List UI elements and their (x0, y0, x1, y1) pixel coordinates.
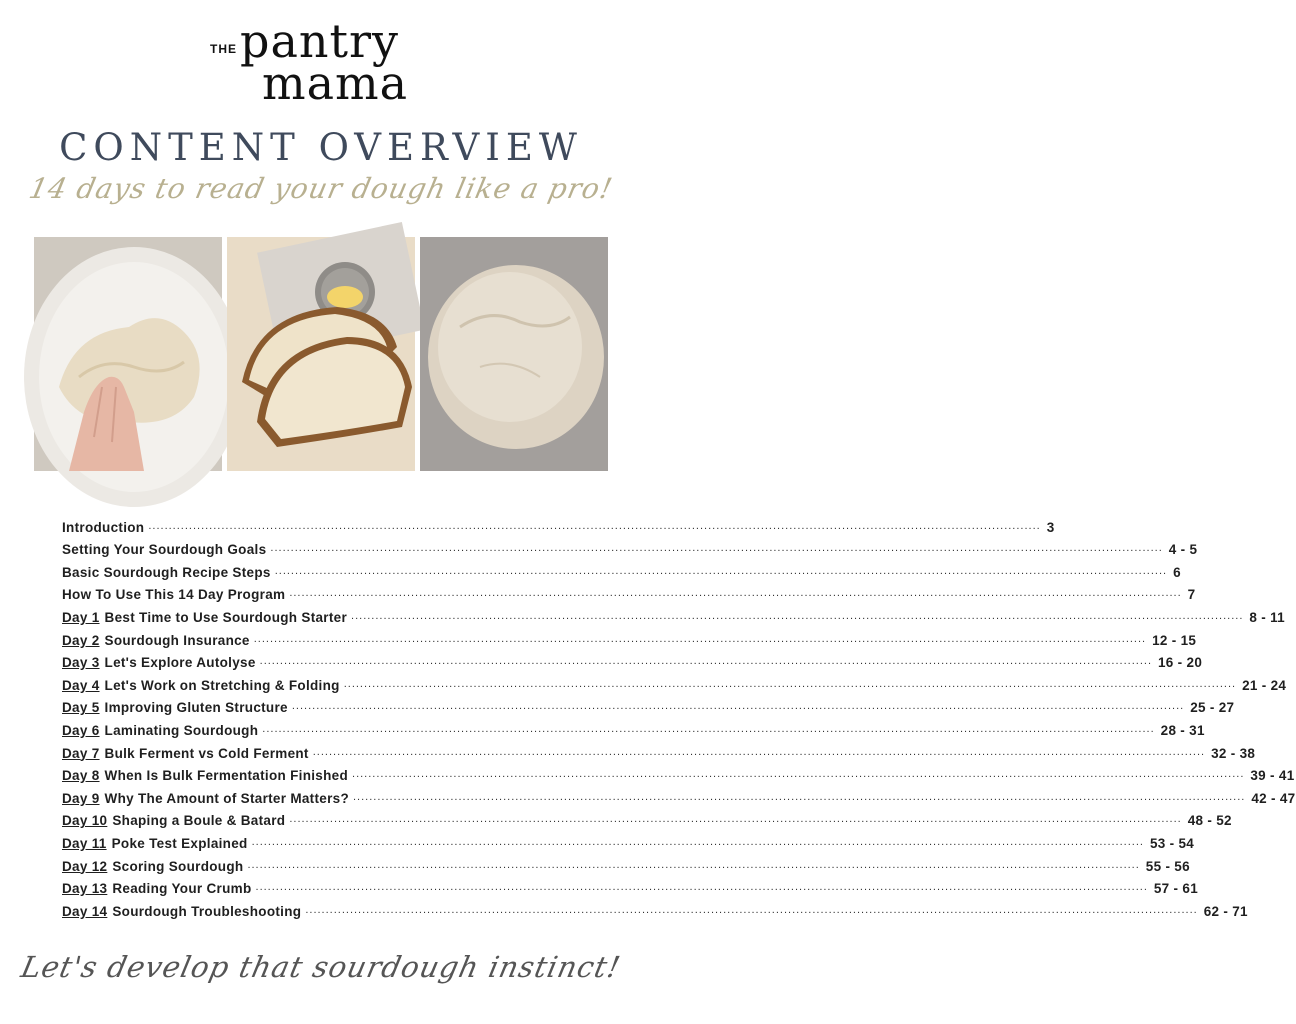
toc-title: How To Use This 14 Day Program (62, 587, 286, 603)
toc-title: Let's Work on Stretching & Folding (104, 677, 340, 693)
toc-pages: 6 (1173, 564, 1181, 580)
toc-leader-dots: ............................................................................................................................................................................................................................ (148, 519, 1041, 532)
toc-day-link[interactable]: Day 7 (62, 745, 100, 761)
brand-mama: mama (262, 56, 409, 110)
toc-pages: 62 - 71 (1203, 903, 1248, 919)
toc-title: Scoring Sourdough (112, 858, 244, 874)
toc-title: Poke Test Explained (111, 835, 248, 851)
toc-leader-dots: ............................................................................................................................................................................................................................ (353, 790, 1246, 803)
toc-row[interactable] (62, 512, 1055, 535)
brand-the: THE (210, 42, 237, 56)
toc-day-link[interactable]: Day 10 (62, 813, 108, 829)
toc-pages: 7 (1187, 587, 1196, 603)
toc-title: Introduction (62, 519, 145, 535)
toc-leader-dots: ............................................................................................................................................................................................................................ (262, 722, 1155, 735)
toc-title: Best Time to Use Sourdough Starter (104, 609, 348, 625)
toc-leader-dots: ............................................................................................................................................................................................................................ (351, 609, 1244, 622)
toc-leader-dots: ............................................................................................................................................................................................................................ (289, 813, 1182, 826)
brand-pantry: pantry (240, 14, 399, 68)
toc-leader-dots: ............................................................................................................................................................................................................................ (291, 700, 1185, 713)
toc-day-link[interactable]: Day 14 (62, 903, 108, 919)
toc-row[interactable] (62, 851, 1190, 874)
toc-pages: 57 - 61 (1153, 881, 1199, 897)
toc-leader-dots: ............................................................................................................................................................................................................................ (255, 881, 1148, 894)
toc-pages: 3 (1046, 519, 1055, 535)
toc-title: Shaping a Boule & Batard (112, 813, 286, 829)
toc-leader-dots: ............................................................................................................................................................................................................................ (253, 632, 1147, 645)
toc-leader-dots: ............................................................................................................................................................................................................................ (343, 677, 1237, 690)
table-of-contents (62, 512, 1296, 919)
toc-row[interactable] (62, 874, 1199, 897)
toc-row[interactable] (62, 761, 1295, 784)
toc-pages: 16 - 20 (1158, 655, 1203, 671)
toc-day-link[interactable]: Day 1 (62, 609, 100, 625)
toc-title: Laminating Sourdough (104, 722, 259, 738)
toc-title: Sourdough Troubleshooting (112, 903, 302, 919)
toc-leader-dots: ............................................................................................................................................................................................................................ (289, 587, 1182, 600)
toc-title: Reading Your Crumb (112, 881, 252, 897)
toc-day-link[interactable]: Day 12 (62, 858, 108, 874)
toc-pages: 12 - 15 (1152, 632, 1197, 648)
toc-leader-dots: ............................................................................................................................................................................................................................ (305, 903, 1198, 916)
toc-row[interactable] (62, 580, 1196, 603)
toc-row[interactable] (62, 783, 1296, 806)
toc-title: Improving Gluten Structure (104, 700, 288, 716)
toc-day-link[interactable]: Day 5 (62, 700, 100, 716)
toc-title: Bulk Ferment vs Cold Ferment (104, 745, 309, 761)
toc-day-link[interactable]: Day 6 (62, 722, 100, 738)
toc-day-link[interactable]: Day 11 (62, 835, 107, 851)
toc-pages: 21 - 24 (1242, 677, 1287, 693)
toc-day-link[interactable]: Day 8 (62, 768, 100, 784)
toc-leader-dots: ............................................................................................................................................................................................................................ (259, 655, 1152, 668)
page-title: CONTENT OVERVIEW (59, 126, 583, 169)
brand-logo (0, 14, 642, 110)
dough-in-bowl-photo (34, 237, 222, 471)
toc-row[interactable] (62, 602, 1285, 625)
toc-pages: 28 - 31 (1160, 722, 1205, 738)
sliced-sourdough-bread-photo (227, 237, 415, 471)
toc-row[interactable] (62, 896, 1248, 919)
shaped-dough-ball-photo (420, 237, 608, 471)
toc-row[interactable] (62, 715, 1205, 738)
toc-pages: 25 - 27 (1190, 700, 1235, 716)
toc-title: Sourdough Insurance (104, 632, 250, 648)
toc-leader-dots: ............................................................................................................................................................................................................................ (274, 564, 1168, 577)
toc-row[interactable] (62, 738, 1256, 761)
toc-day-link[interactable]: Day 13 (62, 881, 108, 897)
toc-day-link[interactable]: Day 4 (62, 677, 100, 693)
toc-title: Let's Explore Autolyse (104, 655, 256, 671)
toc-day-link[interactable]: Day 3 (62, 655, 100, 671)
toc-row[interactable] (62, 625, 1197, 648)
toc-row[interactable] (62, 670, 1287, 693)
toc-pages: 8 - 11 (1249, 609, 1285, 625)
toc-row[interactable] (62, 693, 1235, 716)
toc-row[interactable] (62, 557, 1181, 580)
toc-pages: 32 - 38 (1211, 745, 1256, 761)
photo-strip (34, 237, 608, 471)
page-subtitle: 14 days to read your dough like a pro! (26, 172, 616, 205)
toc-leader-dots: ............................................................................................................................................................................................................................ (270, 542, 1163, 555)
toc-day-link[interactable]: Day 2 (62, 632, 100, 648)
toc-pages: 39 - 41 (1250, 768, 1295, 784)
toc-row[interactable] (62, 828, 1195, 851)
footer-tagline: Let's develop that sourdough instinct! (18, 950, 624, 984)
toc-pages: 55 - 56 (1145, 858, 1190, 874)
toc-title: Basic Sourdough Recipe Steps (62, 564, 271, 580)
toc-pages: 42 - 47 (1251, 790, 1296, 806)
toc-row[interactable] (62, 806, 1232, 829)
toc-pages: 4 - 5 (1168, 542, 1198, 558)
toc-pages: 48 - 52 (1187, 813, 1232, 829)
toc-title: Setting Your Sourdough Goals (62, 542, 267, 558)
toc-title: When Is Bulk Fermentation Finished (104, 768, 349, 784)
toc-pages: 53 - 54 (1149, 835, 1195, 851)
toc-day-link[interactable]: Day 9 (62, 790, 100, 806)
toc-leader-dots: ............................................................................................................................................................................................................................ (247, 858, 1140, 871)
toc-leader-dots: ............................................................................................................................................................................................................................ (312, 745, 1206, 758)
toc-leader-dots: ............................................................................................................................................................................................................................ (352, 768, 1245, 781)
toc-title: Why The Amount of Starter Matters? (104, 790, 349, 806)
toc-row[interactable] (62, 648, 1203, 671)
toc-leader-dots: ............................................................................................................................................................................................................................ (251, 835, 1144, 848)
toc-row[interactable] (62, 535, 1198, 558)
